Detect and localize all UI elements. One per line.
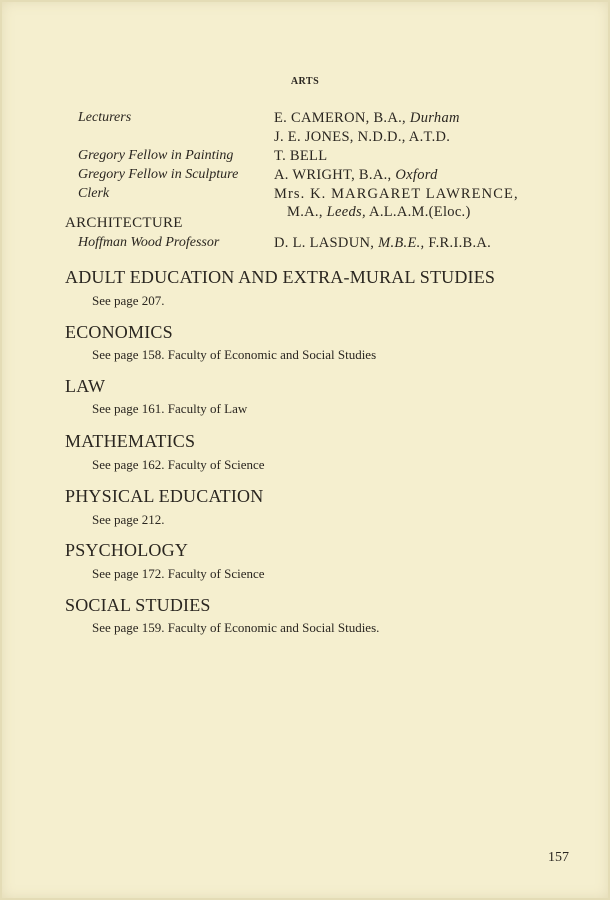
section-heading: SOCIAL STUDIES <box>65 595 211 615</box>
role-label: Clerk <box>78 186 110 201</box>
section-heading: MATHEMATICS <box>65 431 196 451</box>
staff-name: E. CAMERON, B.A., Durham <box>274 110 460 126</box>
staff-name: J. E. JONES, N.D.D., A.T.D. <box>274 129 451 145</box>
cross-reference: See page 158. Faculty of Economic and Social Studies <box>92 347 377 362</box>
staff-name: T. BELL <box>274 148 328 164</box>
staff-name: D. L. LASDUN, M.B.E., F.R.I.B.A. <box>274 235 492 251</box>
staff-name: Mrs. K. MARGARET LAWRENCE, <box>274 186 519 202</box>
cross-reference: See page 207. <box>92 293 165 308</box>
section-heading: PSYCHOLOGY <box>65 540 189 560</box>
cross-reference: See page 159. Faculty of Economic and Social Studies. <box>92 620 380 635</box>
page-number: 157 <box>548 850 569 865</box>
role-label: Gregory Fellow in Sculpture <box>78 167 239 182</box>
section-heading: PHYSICAL EDUCATION <box>65 486 264 506</box>
section-heading: LAW <box>65 376 106 396</box>
cross-reference: See page 172. Faculty of Science <box>92 566 265 581</box>
section-heading: ARCHITECTURE <box>65 215 183 231</box>
section-heading: ECONOMICS <box>65 322 173 342</box>
running-head: ARTS <box>290 76 320 87</box>
role-label: Hoffman Wood Professor <box>78 235 220 250</box>
cross-reference: See page 161. Faculty of Law <box>92 401 248 416</box>
section-heading: ADULT EDUCATION AND EXTRA-MURAL STUDIES <box>65 267 496 287</box>
cross-reference: See page 162. Faculty of Science <box>92 457 265 472</box>
cross-reference: See page 212. <box>92 512 165 527</box>
staff-qualifications: M.A., Leeds, A.L.A.M.(Eloc.) <box>287 204 471 220</box>
role-label: Lecturers <box>78 110 132 125</box>
role-label: Gregory Fellow in Painting <box>78 148 234 163</box>
staff-name: A. WRIGHT, B.A., Oxford <box>274 167 438 183</box>
